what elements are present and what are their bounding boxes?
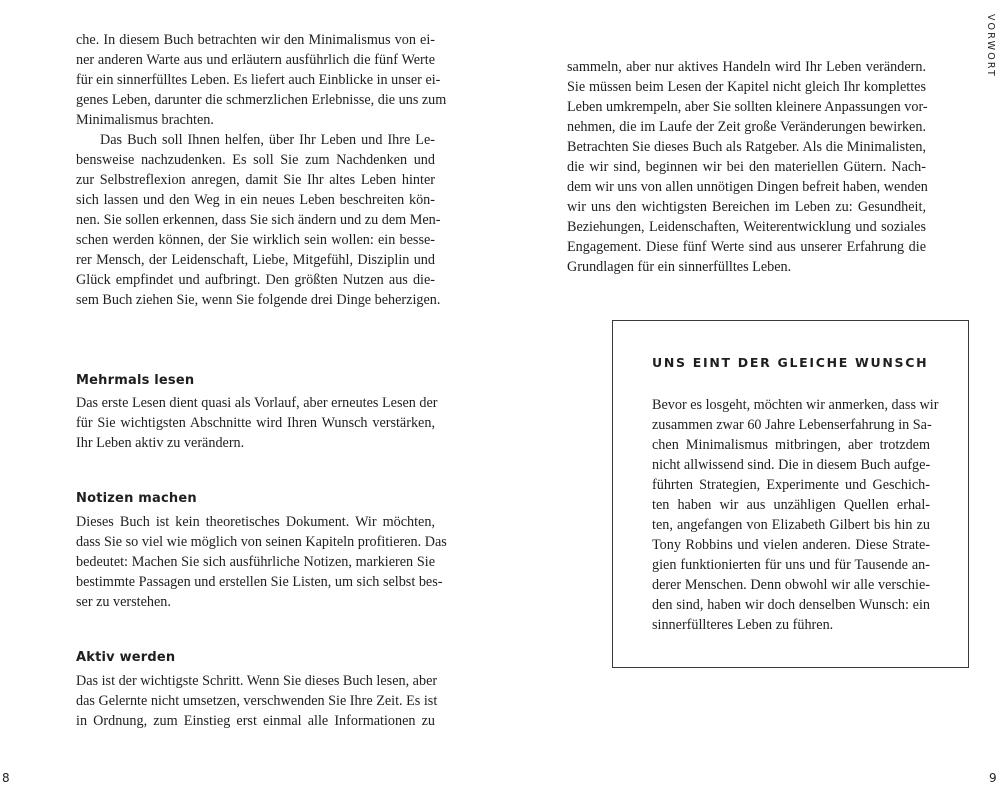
sidebar-text-line: Tony Robbins und vielen anderen. Diese Strate-: [652, 537, 930, 553]
body-text-line: Engagement. Diese fünf Werte sind aus unserer Erfahrung die: [567, 239, 926, 255]
body-text-line: dass Sie so viel wie möglich von seinen Kapiteln profitieren. Das: [76, 534, 447, 550]
chapter-label: VORWORT: [985, 14, 996, 79]
body-text-line: nehmen, die im Laufe der Zeit große Veränderungen bewirken.: [567, 119, 926, 135]
sidebar-text-line: den sind, haben wir doch denselben Wunsch: ein: [652, 597, 930, 613]
sidebar-text-line: ten, angefangen von Elizabeth Gilbert bis hin zu: [652, 517, 930, 533]
body-text-line: in Ordnung, zum Einstieg erst einmal alle Informationen zu: [76, 713, 435, 729]
sidebar-text-line: sinnerfüllteres Leben zu führen.: [652, 617, 834, 633]
body-text-line: zur Selbstreflexion anregen, damit Sie Ihr altes Leben hinter: [76, 172, 435, 188]
body-text-line: das Gelernte nicht umsetzen, verschwenden Sie Ihre Zeit. Es ist: [76, 693, 438, 709]
body-text-line: che. In diesem Buch betrachten wir den Minimalismus von ei-: [76, 32, 435, 48]
sidebar-text-line: derer Menschen. Denn obwohl wir alle verschie-: [652, 577, 930, 593]
body-text-line: wir uns den wichtigsten Bereichen im Leben zu: Gesundheit,: [567, 199, 926, 215]
section-heading-aktiv-werden: Aktiv werden: [76, 650, 176, 665]
body-text-line: bestimmte Passagen und erstellen Sie Listen, um sich selbst bes-: [76, 574, 443, 590]
page-number-left: 8: [2, 771, 10, 785]
sidebar-box-title: UNS EINT DER GLEICHE WUNSCH: [652, 355, 929, 370]
body-text-line: Sie müssen beim Lesen der Kapitel nicht gleich Ihr komplettes: [567, 79, 926, 95]
sidebar-text-line: Bevor es losgeht, möchten wir anmerken, dass wir: [652, 397, 939, 413]
body-text-line: ner anderen Warte aus und erläutern ausführlich die fünf Werte: [76, 52, 435, 68]
body-text-line: Minimalismus brachten.: [76, 112, 214, 128]
body-text-line: Das Buch soll Ihnen helfen, über Ihr Leben und Ihre Le-: [100, 132, 435, 148]
body-text-line: Beziehungen, Leidenschaften, Weiterentwicklung und soziales: [567, 219, 926, 235]
body-text-line: rer Mensch, der Leidenschaft, Liebe, Mitgefühl, Disziplin und: [76, 252, 435, 268]
body-text-line: Ihr Leben aktiv zu verändern.: [76, 435, 245, 451]
sidebar-text-line: gien funktionierten für uns und für Tausende an-: [652, 557, 930, 573]
body-text-line: Grundlagen für ein sinnerfülltes Leben.: [567, 259, 792, 275]
section-heading-notizen-machen: Notizen machen: [76, 491, 197, 506]
body-text-line: Leben umkrempeln, aber Sie sollten kleinere Anpassungen vor-: [567, 99, 928, 115]
body-text-line: Glück empfindet und aufbringt. Den größten Nutzen aus die-: [76, 272, 435, 288]
body-text-line: für Sie wichtigsten Abschnitte wird Ihren Wunsch verstärken,: [76, 415, 435, 431]
body-text-line: sem Buch ziehen Sie, wenn Sie folgende drei Dinge beherzigen.: [76, 292, 441, 308]
body-text-line: für ein sinnerfülltes Leben. Es liefert auch Einblicke in unser ei-: [76, 72, 441, 88]
body-text-line: sammeln, aber nur aktives Handeln wird Ihr Leben verändern.: [567, 59, 926, 75]
body-text-line: ser zu verstehen.: [76, 594, 171, 610]
section-heading-mehrmals-lesen: Mehrmals lesen: [76, 373, 195, 388]
sidebar-text-line: führten Strategien, Experimente und Geschich-: [652, 477, 930, 493]
sidebar-text-line: chen Minimalismus mitbringen, aber trotzdem: [652, 437, 930, 453]
page-number-right: 9: [989, 771, 997, 785]
sidebar-text-line: nicht allwissend sind. Die in diesem Buch aufge-: [652, 457, 931, 473]
body-text-line: bensweise nachzudenken. Es soll Sie zum Nachdenken und: [76, 152, 435, 168]
body-text-line: nen. Sie sollen erkennen, dass Sie sich ändern und zu dem Men-: [76, 212, 441, 228]
body-text-line: sich lassen und den Weg in ein neues Leben beschreiten kön-: [76, 192, 435, 208]
body-text-line: bedeutet: Machen Sie sich ausführliche Notizen, markieren Sie: [76, 554, 435, 570]
body-text-line: Dieses Buch ist kein theoretisches Dokument. Wir möchten,: [76, 514, 435, 530]
sidebar-text-line: ten haben wir aus unzähligen Quellen erhal-: [652, 497, 930, 513]
body-text-line: die wir sind, beginnen wir bei den materiellen Gütern. Nach-: [567, 159, 926, 175]
body-text-line: schen werden können, der Sie wirklich sein wollen: ein besse-: [76, 232, 435, 248]
body-text-line: Betrachten Sie dieses Buch als Ratgeber. Als die Minimalisten,: [567, 139, 926, 155]
body-text-line: dem wir uns von allen unnötigen Dingen befreit haben, wenden: [567, 179, 928, 195]
sidebar-text-line: zusammen zwar 60 Jahre Lebenserfahrung in Sa-: [652, 417, 932, 433]
body-text-line: genes Leben, darunter die schmerzlichen Erlebnisse, die uns zum: [76, 92, 447, 108]
body-text-line: Das erste Lesen dient quasi als Vorlauf, aber erneutes Lesen der: [76, 395, 438, 411]
body-text-line: Das ist der wichtigste Schritt. Wenn Sie dieses Buch lesen, aber: [76, 673, 438, 689]
